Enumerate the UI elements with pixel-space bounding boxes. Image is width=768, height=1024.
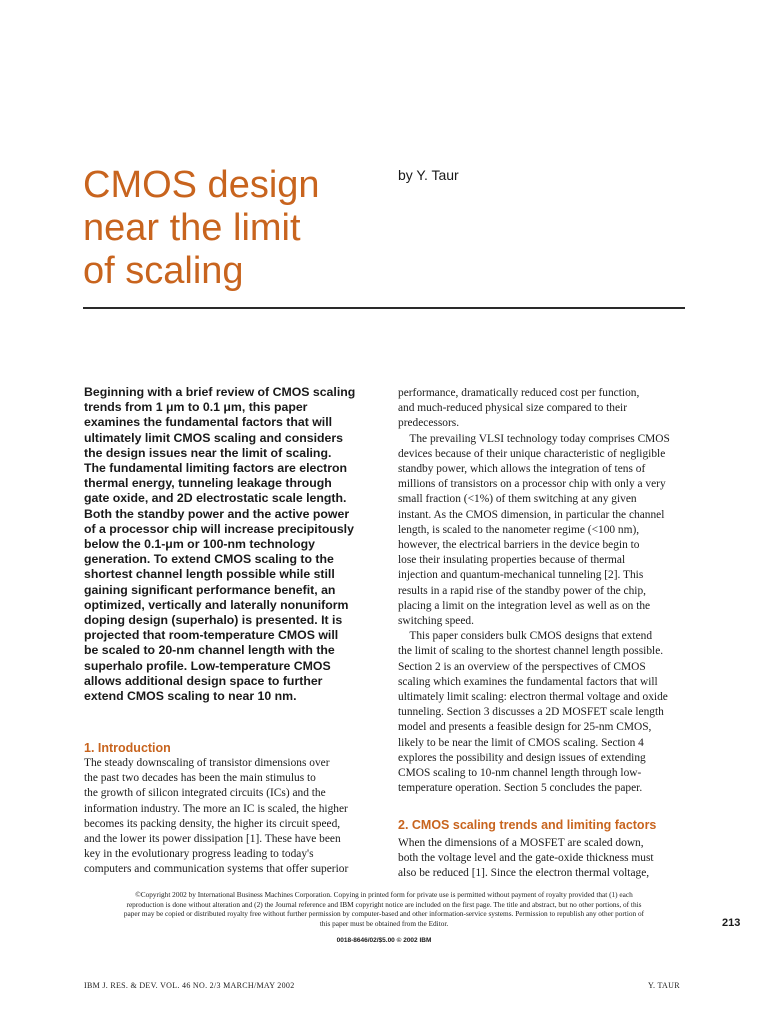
title-divider: [83, 307, 685, 309]
title-line: of scaling: [83, 250, 244, 292]
body-line: results in a rapid rise of the standby power of the chip,: [398, 584, 646, 597]
abstract-line: the design issues near the limit of scaling.: [84, 445, 332, 460]
right-column-body: [398, 386, 688, 796]
abstract-line: examines the fundamental factors that will: [84, 415, 333, 430]
abstract-line: of a processor chip will increase precipitously: [84, 521, 354, 536]
abstract-line: gate oxide, and 2D electrostatic scale length.: [84, 491, 347, 506]
body-line: and the lower its power dissipation [1]. These have been: [84, 833, 341, 846]
abstract: [84, 385, 374, 704]
body-line: placing a limit on the integration level as well as on the: [398, 599, 651, 612]
abstract-line: below the 0.1-μm or 100-nm technology: [84, 537, 315, 552]
body-line: the growth of silicon integrated circuits (ICs) and the: [84, 787, 326, 800]
body-line: the limit of scaling to the shortest channel length possible.: [398, 645, 664, 658]
body-line: Section 2 is an overview of the perspectives of CMOS: [398, 660, 646, 673]
copyright-line: this paper must be obtained from the Editor.: [319, 918, 449, 928]
body-line: becomes its packing density, the higher its circuit speed,: [84, 817, 341, 830]
body-line: instant. As the CMOS dimension, in particular the channel: [398, 508, 665, 521]
body-line: scaling which examines the fundamental factors that will: [398, 675, 658, 688]
title-line: CMOS design: [83, 164, 320, 206]
body-line: switching speed.: [398, 615, 474, 628]
abstract-line: generation. To extend CMOS scaling to the: [84, 552, 334, 567]
abstract-line: superhalo profile. Low-temperature CMOS: [84, 658, 331, 673]
body-line: millions of transistors on a processor chip with only a very: [398, 478, 666, 491]
body-line: the past two decades has been the main stimulus to: [84, 772, 316, 785]
abstract-line: trends from 1 μm to 0.1 μm, this paper: [84, 400, 308, 415]
body-line: lose their insulating properties because of thermal: [398, 554, 626, 567]
doi-line: 0018-8646/02/$5.00 © 2002 IBM: [336, 937, 432, 944]
page-number: 213: [722, 917, 741, 929]
abstract-line: doping design (superhalo) is presented. It is: [84, 613, 343, 628]
abstract-line: thermal energy, tunneling leakage through: [84, 476, 332, 491]
abstract-line: extend CMOS scaling to near 10 nm.: [84, 689, 297, 704]
body-line: model and presents a feasible design for 25-nm CMOS,: [398, 721, 652, 734]
paper-title: [83, 164, 383, 293]
abstract-line: allows additional design space to further: [84, 673, 323, 688]
body-line: This paper considers bulk CMOS designs that extend: [398, 630, 653, 643]
body-line: explores the possibility and design issues of extending: [398, 751, 646, 764]
abstract-line: Both the standby power and the active power: [84, 506, 350, 521]
body-line: and much-reduced physical size compared to their: [398, 402, 627, 415]
abstract-line: be scaled to 20-nm channel length with the: [84, 643, 335, 658]
section2-body: [398, 836, 688, 882]
intro-body: [84, 756, 374, 878]
body-line: key in the evolutionary progress leading to today's: [84, 848, 314, 861]
body-line: likely to be near the limit of CMOS scaling. Section 4: [398, 736, 644, 749]
abstract-line: optimized, vertically and laterally nonuniform: [84, 597, 349, 612]
title-line: near the limit: [83, 207, 301, 249]
abstract-line: The fundamental limiting factors are electron: [84, 461, 348, 476]
body-line: performance, dramatically reduced cost per function,: [398, 387, 640, 399]
journal-footer: IBM J. RES. & DEV. VOL. 46 NO. 2/3 MARCH/MAY 2002: [84, 981, 295, 990]
body-line: tunneling. Section 3 discusses a 2D MOSFET scale length: [398, 706, 664, 719]
abstract-line: Beginning with a brief review of CMOS scaling: [84, 385, 356, 399]
body-line: CMOS scaling to 10-nm channel length through low-: [398, 767, 642, 780]
body-line: standby power, which allows the integration of tens of: [398, 463, 646, 476]
body-line: When the dimensions of a MOSFET are scaled down,: [398, 837, 644, 849]
body-line: both the voltage level and the gate-oxide thickness must: [398, 852, 654, 865]
copyright-notice: [84, 890, 684, 928]
body-line: injection and quantum-mechanical tunneling [2]. This: [398, 569, 644, 582]
copyright-line: ©Copyright 2002 by International Business Machines Corporation. Copying in printed form for private use is permitted without payment of royalty provided that (1) each: [135, 890, 633, 899]
body-line: predecessors.: [398, 417, 460, 430]
body-line: information industry. The more an IC is scaled, the higher: [84, 802, 348, 815]
body-line: also be reduced [1]. Since the electron thermal voltage,: [398, 867, 650, 880]
body-line: The prevailing VLSI technology today comprises CMOS: [398, 432, 670, 445]
copyright-line: paper may be copied or distributed royalty free without further permission by computer-based and other information-service systems. Permission to republish any other portion of: [123, 909, 645, 919]
abstract-line: ultimately limit CMOS scaling and considers: [84, 430, 343, 445]
author-footer: Y. TAUR: [648, 981, 680, 990]
body-line: small fraction (<1%) of them switching at any given: [398, 493, 637, 506]
body-line: devices because of their unique characteristic of negligible: [398, 447, 666, 460]
body-line: ultimately limit scaling: electron thermal voltage and oxide: [398, 691, 668, 704]
body-line: temperature operation. Section 5 concludes the paper.: [398, 782, 643, 795]
abstract-line: projected that room-temperature CMOS will: [84, 628, 339, 643]
section2-heading: 2. CMOS scaling trends and limiting factors: [398, 818, 657, 832]
body-line: length, is scaled to the nanometer regime (<100 nm),: [398, 523, 640, 536]
abstract-line: gaining significant performance benefit, an: [84, 582, 336, 597]
abstract-line: shortest channel length possible while still: [84, 567, 335, 582]
body-line: The steady downscaling of transistor dimensions over: [84, 757, 330, 769]
body-line: however, the electrical barriers in the device begin to: [398, 539, 640, 552]
byline: by Y. Taur: [398, 167, 459, 183]
body-line: computers and communication systems that offer superior: [84, 863, 349, 876]
intro-heading: 1. Introduction: [84, 741, 171, 755]
copyright-line: reproduction is done without alteration and (2) the Journal reference and IBM copyright notice are included on the first page. The title and abstract, but no other portions, of this: [126, 899, 642, 909]
